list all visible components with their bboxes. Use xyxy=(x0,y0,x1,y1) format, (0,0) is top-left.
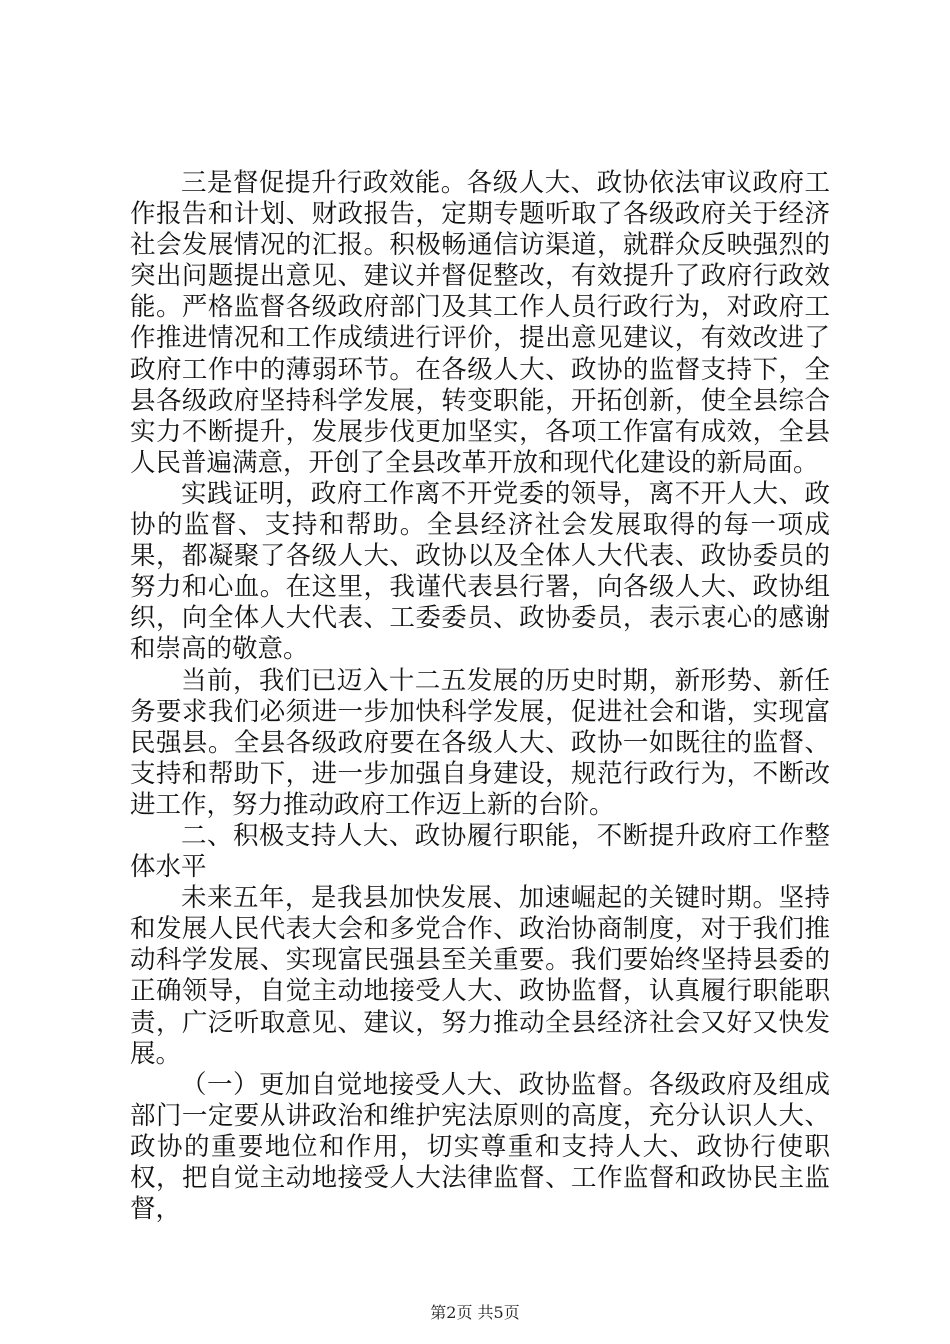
document-body xyxy=(130,168,830,1225)
section-heading: 二、积极支持人大、政协履行职能，不断提升政府工作整体水平 xyxy=(130,820,830,883)
paragraph-1: 三是督促提升行政效能。各级人大、政协依法审议政府工作报告和计划、财政报告，定期专题听取了各级政府关于经济社会发展情况的汇报。积极畅通信访渠道，就群众反映强烈的突出问题提出意见、建议并督促整改，有效提升了政府行政效能。严格监督各级政府部门及其工作人员行政行为，对政府工作推进情况和工作成绩进行评价，提出意见建议，有效改进了政府工作中的薄弱环节。在各级人大、政协的监督支持下，全县各级政府坚持科学发展，转变职能，开拓创新，使全县综合实力不断提升，发展步伐更加坚实，各项工作富有成效，全县人民普遍满意，开创了全县改革开放和现代化建设的新局面。 xyxy=(130,168,830,478)
page-number-footer: 第2页 共5页 xyxy=(430,1303,520,1322)
paragraph-2: 实践证明，政府工作离不开党委的领导，离不开人大、政协的监督、支持和帮助。全县经济社会发展取得的每一项成果，都凝聚了各级人大、政协以及全体人大代表、政协委员的努力和心血。在这里，我谨代表县行署，向各级人大、政协组织，向全体人大代表、工委委员、政协委员，表示衷心的感谢和崇高的敬意。 xyxy=(130,478,830,665)
paragraph-5: （一）更加自觉地接受人大、政协监督。各级政府及组成部门一定要从讲政治和维护宪法原则的高度，充分认识人大、政协的重要地位和作用，切实尊重和支持人大、政协行使职权，把自觉主动地接受人大法律监督、工作监督和政协民主监督， xyxy=(130,1069,830,1225)
paragraph-3: 当前，我们已迈入十二五发展的历史时期，新形势、新任务要求我们必须进一步加快科学发展，促进社会和谐，实现富民强县。全县各级政府要在各级人大、政协一如既往的监督、支持和帮助下，进一步加强自身建设，规范行政行为，不断改进工作，努力推动政府工作迈上新的台阶。 xyxy=(130,665,830,820)
paragraph-4: 未来五年，是我县加快发展、加速崛起的关键时期。坚持和发展人民代表大会和多党合作、政治协商制度，对于我们推动科学发展、实现富民强县至关重要。我们要始终坚持县委的正确领导，自觉主动地接受人大、政协监督，认真履行职能职责，广泛听取意见、建议，努力推动全县经济社会又好又快发展。 xyxy=(130,883,830,1069)
